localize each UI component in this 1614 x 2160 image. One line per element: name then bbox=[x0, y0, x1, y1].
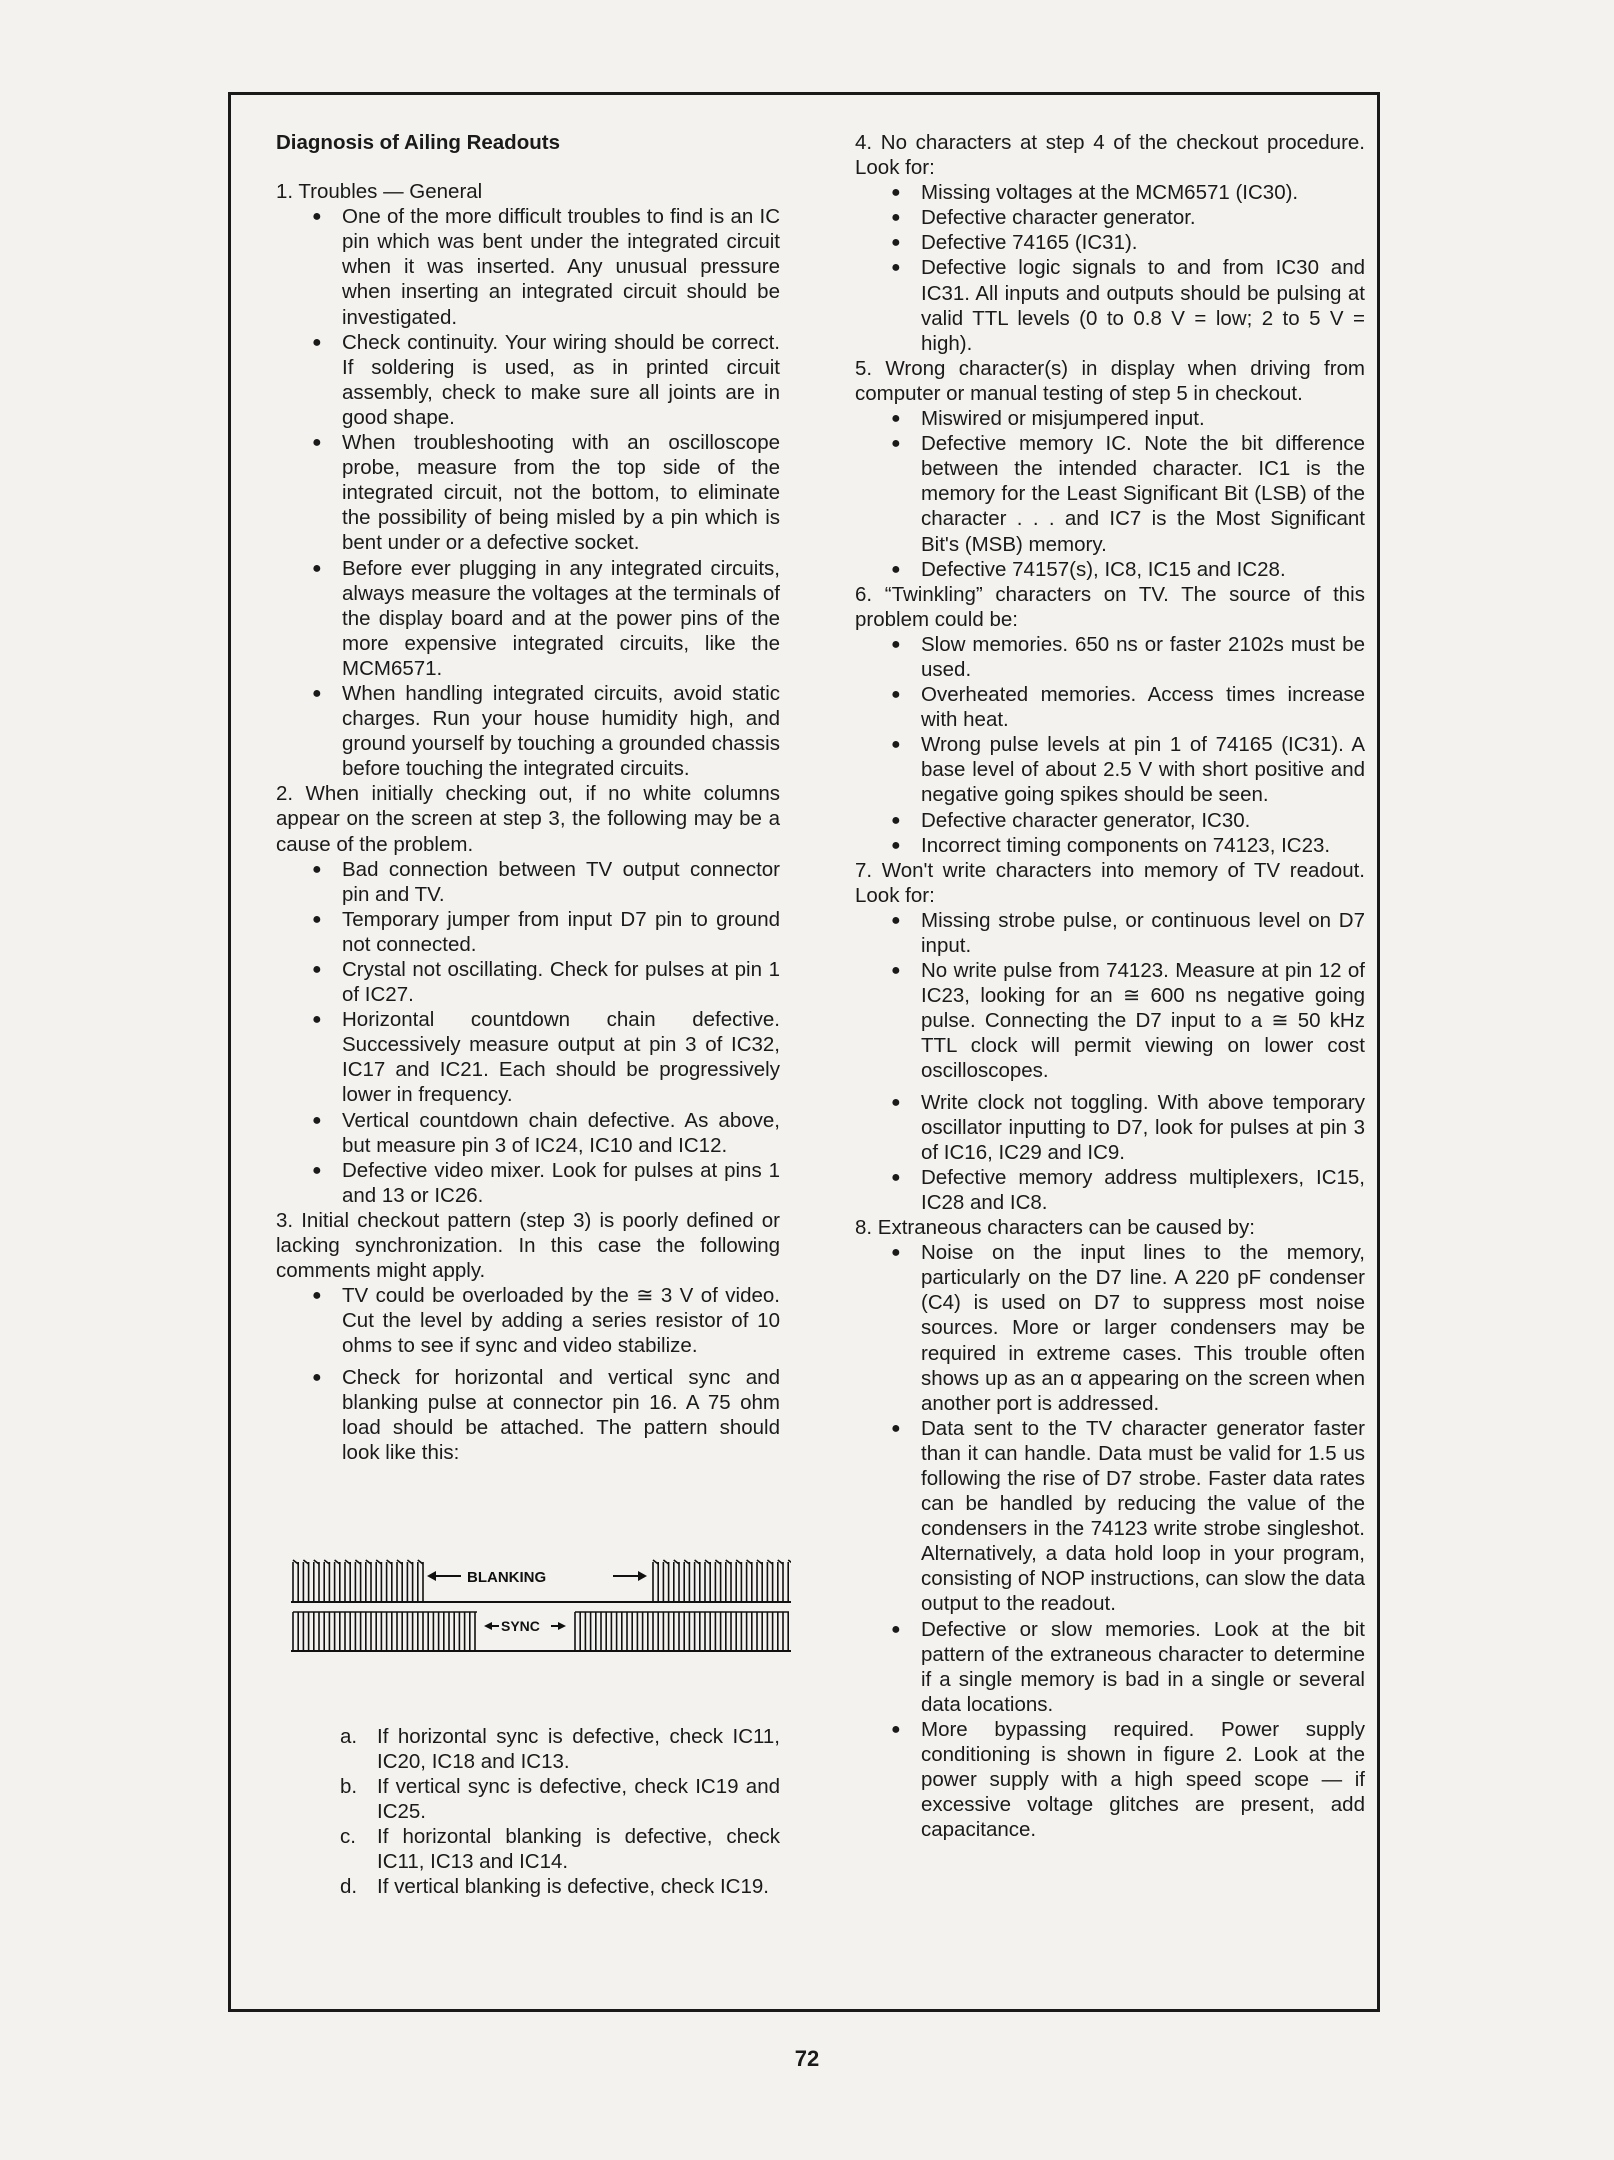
sync-label: SYNC bbox=[501, 1617, 540, 1634]
bullet-item: ● Wrong pulse levels at pin 1 of 74165 (IC31). A base level of about 2.5 V with short positive and negative going spikes should be seen. bbox=[891, 733, 1365, 807]
bullet-item: ● Bad connection between TV output connector pin and TV. bbox=[312, 857, 780, 906]
bullet-item: ● Incorrect timing components on 74123, IC23. bbox=[891, 833, 1331, 857]
bullet-item: ● No write pulse from 74123. Measure at pin 12 of IC23, looking for an ≅ 600 ns negative going pulse. Connecting the D7 input to a ≅ 50 kHz TTL clock will permit viewing on lower cost oscilloscopes. bbox=[891, 959, 1365, 1083]
bullet-item: ● Overheated memories. Access times increase with heat. bbox=[891, 683, 1365, 732]
item-2-intro: 2. When initially checking out, if no white columns appear on the screen at step 3, the following may be a cause of the problem. bbox=[276, 782, 780, 856]
section-heading: Diagnosis of Ailing Readouts bbox=[276, 131, 560, 154]
left-column bbox=[276, 130, 780, 1900]
bullet-item: ● Defective memory IC. Note the bit difference between the intended character. IC1 is the memory for the Least Significant Bit (LSB) of the character . . . and IC7 is the Most Significant Bit's (MSB) memory. bbox=[891, 432, 1365, 556]
bullet-item: ● When handling integrated circuits, avoid static charges. Run your house humidity high, and ground yourself by touching a grounded chassis before touching the integrated circuits. bbox=[312, 681, 780, 781]
bullet-item: ● Write clock not toggling. With above temporary oscillator inputting to D7, look for pulses at pin 3 of IC16, IC29 and IC9. bbox=[891, 1090, 1365, 1164]
item-8-intro: 8. Extraneous characters can be caused by: bbox=[855, 1216, 1255, 1240]
bullet-item: ● Missing strobe pulse, or continuous level on D7 input. bbox=[891, 908, 1365, 957]
bullet-item: ● Missing voltages at the MCM6571 (IC30). bbox=[891, 181, 1299, 205]
item-4-intro: 4. No characters at step 4 of the checkout procedure. Look for: bbox=[855, 131, 1365, 180]
bullet-item: ● Miswired or misjumpered input. bbox=[891, 407, 1205, 431]
bullet-item: ● Defective 74157(s), IC8, IC15 and IC28. bbox=[891, 557, 1286, 581]
bullet-item: ● Check continuity. Your wiring should be correct. If soldering is used, as in printed circuit assembly, check to make sure all joints are in good shape. bbox=[312, 330, 780, 429]
bullet-item: ● Data sent to the TV character generator faster than it can handle. Data must be valid for 1.5 us following the rise of D7 strobe. Faster data rates can be handled by reducing the value of the condensers in the 74123 write strobe singleshot. Alternatively, a data hold loop in your program, consisting of NOP instructions, can slow the data output to the readout. bbox=[891, 1416, 1366, 1616]
bullet-item: ● Horizontal countdown chain defective. Successively measure output at pin 3 of IC32, IC17 and IC21. Each should be progressively lower in frequency. bbox=[312, 1008, 780, 1107]
sub-item: b. If vertical sync is defective, check IC19 and IC25. bbox=[340, 1775, 780, 1824]
bullet-item: ● TV could be overloaded by the ≅ 3 V of video. Cut the level by adding a series resistor of 10 ohms to see if sync and video stabilize. bbox=[312, 1284, 780, 1358]
blanking-label: BLANKING bbox=[467, 1568, 547, 1586]
item-3-intro: 3. Initial checkout pattern (step 3) is poorly defined or lacking synchronization. In this case the following comments might apply. bbox=[276, 1208, 780, 1283]
bullet-item: ● Crystal not oscillating. Check for pulses at pin 1 of IC27. bbox=[312, 958, 780, 1007]
item-1-title: 1. Troubles — General bbox=[276, 180, 483, 204]
item-5-intro: 5. Wrong character(s) in display when driving from computer or manual testing of step 5 in checkout. bbox=[855, 356, 1365, 405]
bullet-item: ● Defective video mixer. Look for pulses at pins 1 and 13 or IC26. bbox=[312, 1158, 780, 1207]
bullet-item: ● Defective memory address multiplexers, IC15, IC28 and IC8. bbox=[891, 1165, 1365, 1214]
bullet-item: ● Defective logic signals to and from IC30 and IC31. All inputs and outputs should be pulsing at valid TTL levels (0 to 0.8 V = low; 2 to 5 V = high). bbox=[891, 256, 1365, 355]
bullet-item: ● Slow memories. 650 ns or faster 2102s must be used. bbox=[891, 632, 1365, 681]
sub-item: a. If horizontal sync is defective, check IC11, IC20, IC18 and IC13. bbox=[340, 1724, 780, 1773]
sync-blanking-waveform-figure bbox=[291, 1548, 791, 1660]
bullet-item: ● Vertical countdown chain defective. As above, but measure pin 3 of IC24, IC10 and IC12. bbox=[312, 1108, 780, 1157]
bullet-item: ● Defective character generator. bbox=[891, 206, 1196, 230]
bullet-item: ● Temporary jumper from input D7 pin to ground not connected. bbox=[312, 907, 780, 956]
bullet-item: ● When troubleshooting with an oscilloscope probe, measure from the top side of the integrated circuit, not the bottom, to eliminate the possibility of being misled by a pin which is bent under or a defective socket. bbox=[312, 431, 780, 555]
right-column bbox=[855, 130, 1365, 1842]
sub-item: c. If horizontal blanking is defective, check IC11, IC13 and IC14. bbox=[340, 1825, 780, 1874]
bullet-item: ● Before ever plugging in any integrated circuits, always measure the voltages at the terminals of the display board and at the power pins of the more expensive integrated circuits, like the MCM6571. bbox=[312, 556, 780, 680]
item-6-intro: 6. “Twinkling” characters on TV. The source of this problem could be: bbox=[855, 582, 1365, 631]
bullet-item: ● Defective character generator, IC30. bbox=[891, 808, 1251, 832]
item-7-intro: 7. Won't write characters into memory of TV readout. Look for: bbox=[855, 858, 1365, 907]
sub-item: d. If vertical blanking is defective, check IC19. bbox=[340, 1875, 769, 1899]
bullet-item: ● Noise on the input lines to the memory, particularly on the D7 line. A 220 pF condenser (C4) is used on D7 to suppress most noise sources. More or larger condensers may be required in extreme cases. This trouble often shows up as an α appearing on the screen when another port is addressed. bbox=[891, 1241, 1365, 1415]
bullet-item: ● Defective 74165 (IC31). bbox=[891, 231, 1138, 255]
bullet-item: ● More bypassing required. Power supply conditioning is shown in figure 2. Look at the power supply with a high speed scope — if excessive voltage glitches are present, add capacitance. bbox=[891, 1717, 1365, 1842]
page-number: 72 bbox=[794, 2046, 820, 2071]
bullet-item: ● Check for horizontal and vertical sync and blanking pulse at connector pin 16. A 75 ohm load should be attached. The pattern should look like this: bbox=[312, 1365, 780, 1464]
bullet-item: ● Defective or slow memories. Look at the bit pattern of the extraneous character to determine if a single memory is bad in a single or several data locations. bbox=[891, 1617, 1365, 1716]
bullet-item: ● One of the more difficult troubles to find is an IC pin which was bent under the integrated circuit when it was inserted. Any unusual pressure when inserting an integrated circuit should be investigated. bbox=[312, 205, 780, 329]
